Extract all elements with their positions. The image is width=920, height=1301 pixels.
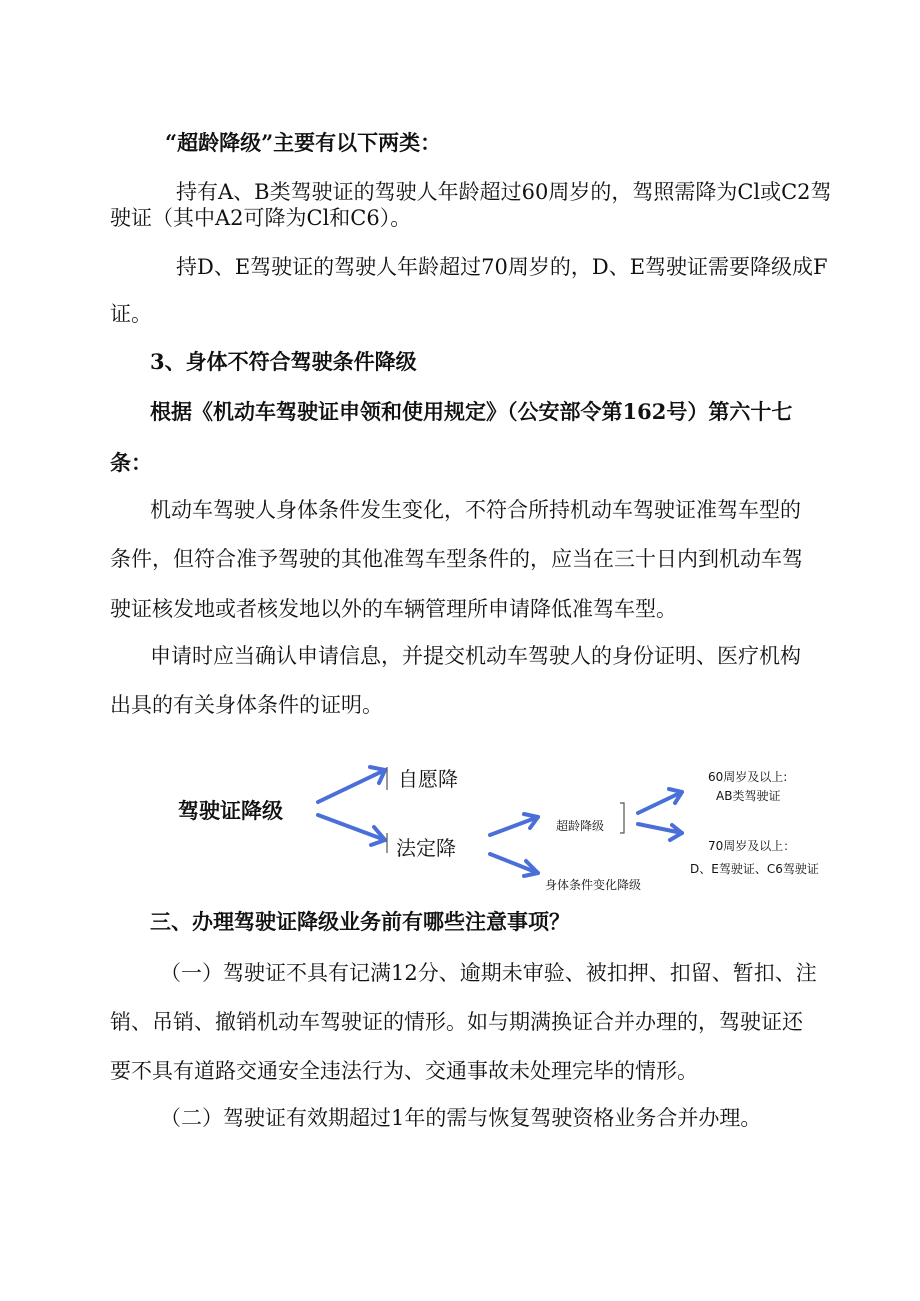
diagram-legal-label: 法定降 (396, 836, 456, 860)
paragraph-de-license-cont: 证。 (110, 302, 152, 326)
diagram-root-label: 驾驶证降级 (178, 799, 283, 823)
paragraph-de-license: 持D、E驾驶证的驾驶人年龄超过70周岁的，D、E驾驶证需要降级成F (176, 255, 828, 279)
note-one-cont2: 要不具有道路交通安全违法行为、交通事故未处理完毕的情形。 (110, 1059, 698, 1083)
diagram-age60-desc: AB类驾驶证 (716, 789, 781, 803)
paragraph-ab-license: 持有A、B类驾驶证的驾驶人年龄超过60周岁的，驾照需降为Cl或C2驾 (176, 180, 832, 204)
paragraph-application-cont: 出具的有关身体条件的证明。 (110, 693, 383, 717)
diagram-age70-desc: D、E驾驶证、C6驾驶证 (690, 862, 819, 876)
paragraph-application: 申请时应当确认申请信息，并提交机动车驾驶人的身份证明、医疗机构 (150, 644, 801, 668)
paragraph-body-change-cont1: 条件，但符合准予驾驶的其他准驾车型条件的，应当在三十日内到机动车驾 (110, 547, 803, 571)
diagram-age60-label: 60周岁及以上: (708, 770, 788, 784)
law-reference: 根据《机动车驾驶证申领和使用规定》（公安部令第162号）第六十七 (150, 399, 793, 424)
downgrade-diagram (160, 755, 850, 895)
note-two: （二）驾驶证有效期超过1年的需与恢复驾驶资格业务合并办理。 (160, 1106, 762, 1130)
subheading-over-age: “超龄降级”主要有以下两类： (165, 130, 442, 155)
diagram-voluntary-label: 自愿降 (398, 767, 458, 791)
note-one-cont1: 销、吊销、撤销机动车驾驶证的情形。如与期满换证合并办理的，驾驶证还 (110, 1010, 803, 1034)
paragraph-ab-license-cont: 驶证（其中A2可降为Cl和C6）。 (110, 206, 412, 230)
heading-physical-condition: 3、身体不符合驾驶条件降级 (150, 349, 417, 374)
diagram-physical-label: 身体条件变化降级 (545, 878, 642, 892)
section-heading-notes: 三、办理驾驶证降级业务前有哪些注意事项？ (150, 909, 570, 934)
law-reference-cont: 条： (110, 450, 152, 475)
bracket-over-age (620, 803, 624, 833)
paragraph-body-change-cont2: 驶证核发地或者核发地以外的车辆管理所申请降低准驾车型。 (110, 597, 677, 621)
diagram-age70-label: 70周岁及以上： (708, 839, 796, 853)
paragraph-body-change: 机动车驾驶人身体条件发生变化，不符合所持机动车驾驶证准驾车型的 (150, 498, 801, 522)
diagram-over-age-label: 超龄降级 (556, 819, 605, 833)
arrow-to-voluntary (318, 770, 385, 802)
note-one: （一）驾驶证不具有记满12分、逾期未审验、被扣押、扣留、暂扣、注 (160, 961, 817, 985)
